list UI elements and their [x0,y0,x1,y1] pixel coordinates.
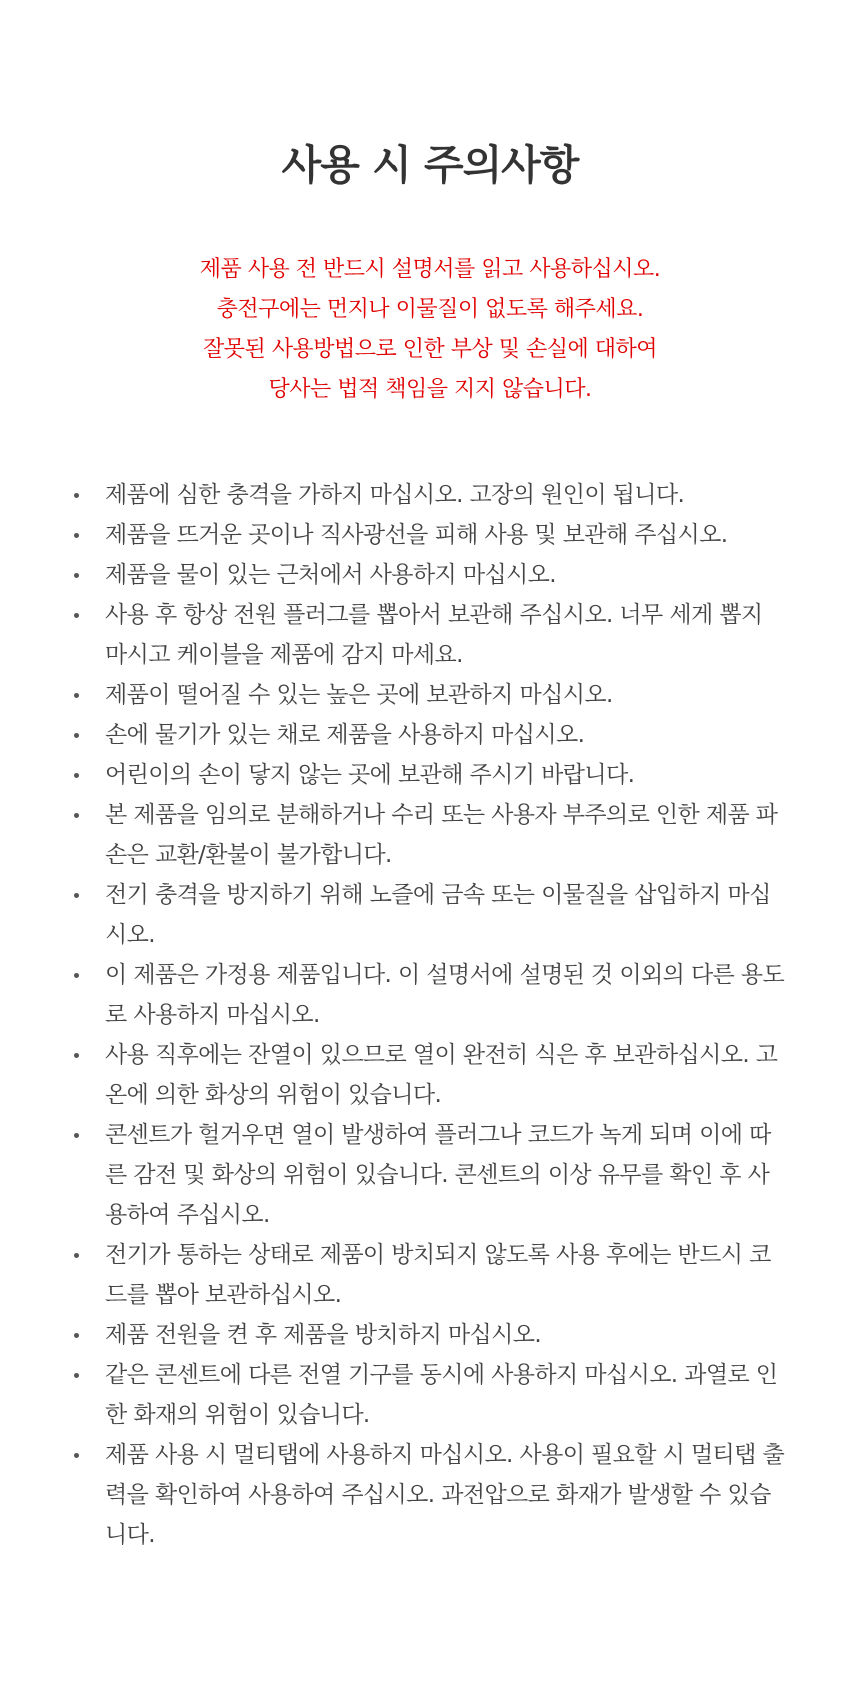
caution-text: 사용 직후에는 잔열이 있으므로 열이 완전히 식은 후 보관하십시오. 고온에 의한 화상의 위험이 있습니다. [105,1042,778,1108]
list-item [70,1355,790,1435]
bullet-icon [74,533,79,538]
bullet-icon [74,1253,79,1258]
caution-text: 제품 사용 시 멀티탭에 사용하지 마십시오. 사용이 필요할 시 멀티탭 출력을 확인하여 사용하여 주십시오. 과전압으로 화재가 발생할 수 있습니다. [105,1442,785,1548]
list-item [70,1035,790,1115]
bullet-icon [74,813,79,818]
list-item [70,715,790,755]
bullet-icon [74,573,79,578]
list-item [70,475,790,515]
caution-text: 사용 후 항상 전원 플러그를 뽑아서 보관해 주십시오. 너무 세게 뽑지 마시고 케이블을 제품에 감지 마세요. [105,602,763,668]
bullet-icon [74,1373,79,1378]
list-item [70,1315,790,1355]
caution-text: 어린이의 손이 닿지 않는 곳에 보관해 주시기 바랍니다. [105,762,635,788]
caution-text: 제품 전원을 켠 후 제품을 방치하지 마십시오. [105,1322,542,1348]
warning-line: 당사는 법적 책임을 지지 않습니다. [268,377,592,402]
caution-list [70,475,790,1555]
caution-text: 전기 충격을 방지하기 위해 노즐에 금속 또는 이물질을 삽입하지 마십시오. [105,882,771,948]
bullet-icon [74,1053,79,1058]
caution-text: 이 제품은 가정용 제품입니다. 이 설명서에 설명된 것 이외의 다른 용도로 사용하지 마십시오. [105,962,785,1028]
bullet-icon [74,773,79,778]
bullet-icon [74,893,79,898]
bullet-icon [74,1333,79,1338]
bullet-icon [74,973,79,978]
bullet-icon [74,1133,79,1138]
caution-text: 전기가 통하는 상태로 제품이 방치되지 않도록 사용 후에는 반드시 코드를 뽑아 보관하십시오. [105,1242,771,1308]
list-item [70,755,790,795]
caution-text: 제품을 물이 있는 근처에서 사용하지 마십시오. [105,562,557,588]
bullet-icon [74,613,79,618]
caution-text: 제품을 뜨거운 곳이나 직사광선을 피해 사용 및 보관해 주십시오. [105,522,728,548]
bullet-icon [74,733,79,738]
page-title: 사용 시 주의사항 [281,141,579,189]
list-item [70,595,790,675]
warning-line: 제품 사용 전 반드시 설명서를 읽고 사용하십시오. [199,257,661,282]
warning-line: 잘못된 사용방법으로 인한 부상 및 손실에 대하여 [202,337,657,362]
caution-text: 콘센트가 헐거우면 열이 발생하여 플러그나 코드가 녹게 되며 이에 따른 감전 및 화상의 위험이 있습니다. 콘센트의 이상 유무를 확인 후 사용하여 주십시오. [105,1122,771,1228]
list-item [70,515,790,555]
bullet-icon [74,1453,79,1458]
bullet-icon [74,693,79,698]
caution-text: 같은 콘센트에 다른 전열 기구를 동시에 사용하지 마십시오. 과열로 인한 화재의 위험이 있습니다. [105,1362,778,1428]
bullet-icon [74,493,79,498]
list-item [70,1435,790,1555]
list-item [70,675,790,715]
list-item [70,1235,790,1315]
list-item [70,955,790,1035]
caution-text: 본 제품을 임의로 분해하거나 수리 또는 사용자 부주의로 인한 제품 파손은 교환/환불이 불가합니다. [105,802,778,868]
caution-text: 제품이 떨어질 수 있는 높은 곳에 보관하지 마십시오. [105,682,613,708]
list-item [70,555,790,595]
list-item [70,1115,790,1235]
caution-text: 손에 물기가 있는 채로 제품을 사용하지 마십시오. [105,722,585,748]
list-item [70,795,790,875]
caution-text: 제품에 심한 충격을 가하지 마십시오. 고장의 원인이 됩니다. [105,482,685,508]
list-item [70,875,790,955]
warning-line: 충전구에는 먼지나 이물질이 없도록 해주세요. [216,297,644,322]
warning-notice [0,250,860,410]
